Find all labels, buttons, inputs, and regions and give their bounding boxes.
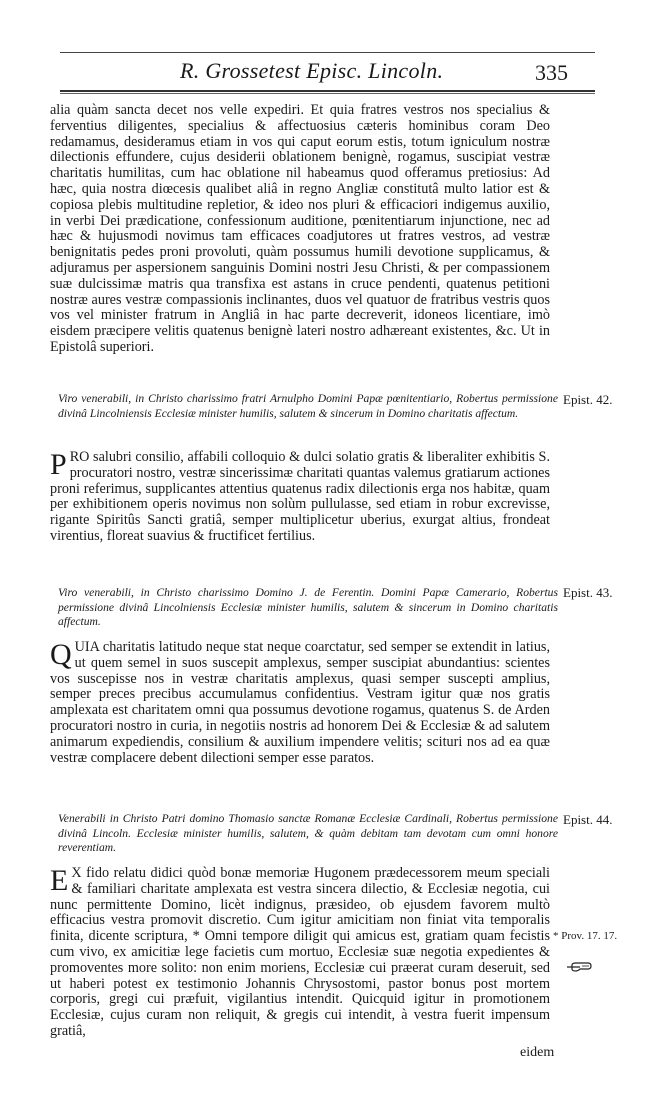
header-rule-thin [60, 93, 595, 94]
letter-body-text: X fido relatu didici quòd bonæ memoriæ Hugonem prædecessorem meum speciali & familiari charitate amplexata est vestra sincera dilectio, & Ecclesiæ negotia, cui nunc permittente Domino, licèt indignus, præsideo, ob ejusdem favorem multò efficacius vestra promovit discretio. Cum igitur amicitiam non finiat vita temporalis finita, dicente scriptura, * Omni tempore diligit qui amicus est, gratiam quam fecistis cum vivo, ex amicitiæ lege facietis cum mortuo, Ecclesiæ suæ negotia expedientes & promoventes more solito: non enim moriens, Ecclesiæ cui præerat curam deseruit, sed ut haberi potest ex testimonio Johannis Chrysostomi, pastor bonus post mortem corporis, gregi cui præfuit, vigilantius intendit. Quicquid igitur in promotionem Ecclesiæ, cujus curam non reliquit, & gregis cui intendit, à vestra fuerit impensum gratiâ, [50, 865, 550, 1039]
letter-address: Venerabili in Christo Patri domino Thomasio sanctæ Romanæ Ecclesiæ Cardinali, Robertus permissione divinâ Lincoln. Ecclesiæ minister humilis, salutem, & quàm debitam tam devotam cum omni honore reverentiam. [58, 812, 558, 854]
continuation-paragraph: alia quàm sancta decet nos velle expediri. Et quia fratres vestros nos specialius & ferventius diligentes, specialius & affectuosius cæteris hominibus coram Deo redamamus, desideramus etiam in vos qui caput eorum estis, totum igniculum nostræ dilectionis effundere, cujus desiderii oblationem benignè, rogamus, suscipiat vestræ charitatis humilitas, cum hac oblatione nil habeamus quod offeramus pretiosius: Ad hæc, quia nostra diœcesis qualibet aliâ in regno Angliæ constitutâ multo latior est & copiosa plebis multitudine repletior, & ideo nos pluri & efficaciori indigemus auxilio, in verbi Dei prædicatione, confessionum auditione, pœnitentiarum injunctione, nec ad hæc & hujusmodi novimus tam efficaces coadjutores ut fratres vestros, ad vestræ benignitatis pedes proni provoluti, quàm possumus humili devotione supplicamus, & adjuramus per aspersionem sanguinis Domini nostri Jesu Christi, & per compassionem suæ dulcissimæ matris qua transfixa est astans in cruce pendenti, quatenus petitioni nostræ aures vestræ compassionis inclinantes, duos vel quatuor de fratribus vestris quos vos vel minister fratrum in Angliâ in hac parte decreverit, idoneos licentiare, imò eisdem præcipere velitis quatenus benignè lateri nostro adhæreant existentes, &c. Ut in Epistolâ superiori. [50, 102, 550, 355]
epistle-number: Epist. 42. [563, 392, 613, 407]
pointing-hand-icon [566, 960, 592, 974]
epistle-number: Epist. 44. [563, 812, 613, 827]
top-rule [60, 52, 595, 53]
marginal-reference: * Prov. 17. 17. [553, 930, 618, 942]
running-title: R. Grossetest Episc. Lincoln. [180, 58, 444, 83]
letter-address: Viro venerabili, in Christo charissimo fratri Arnulpho Domini Papæ pœnitentiario, Robertus permissione divinâ Lincolniensis Ecclesiæ minister humilis, salutem & sincerum in Domino charitatis affectum. [58, 392, 558, 420]
drop-cap: E [50, 864, 69, 897]
letter-body-text: RO salubri consilio, affabili colloquio & dulci solatio gratis & liberaliter exhibitis S. procuratori nostro, vestræ sincerissimæ charitati quantas valemus gratiarum actiones proni referimus, supplicantes attentius quatenus radix dilectionis erga nos habitæ, quam per exhibitionem operis novimus non solùm pullulasse, sed etiam in robur excrevisse, rigante Spiritûs Sancti gratiâ, semper multiplicetur uberius, exurgat altius, frondeat virentius, floreat suavius & fructificet fertilius. [50, 449, 550, 544]
letter-body [50, 640, 550, 766]
drop-cap: Q [50, 638, 72, 671]
letter-body-text: UIA charitatis latitudo neque stat neque coarctatur, sed semper se extendit in latius, ut quem semel in suos suscepit amplexus, semper suscipiat abundantius: scientes vos suscepisse nos in vestræ charitatis amplexus, quasi semper suscepti amplius, semper preces precibus accumulamus confidentius. Vestram igitur quæ nos gratis amplexata est charitatem omni qua possumus devotione rogamus, quatenus S. de Arden procuratori nostro in curia, in negotiis nostris ad honorem Dei & Ecclesiæ & ad salutem animarum expediendis, consilium & auxilium impendere velitis; scituri nos ad ea quæ vestræ complacere debent dilectioni semper esse paratos. [50, 639, 550, 766]
letter-body [50, 450, 550, 545]
drop-cap: P [50, 448, 67, 481]
letter-body [50, 866, 550, 1040]
catchword: eidem [520, 1045, 555, 1060]
letter-address: Viro venerabili, in Christo charissimo Domino J. de Ferentin. Domini Papæ Camerario, Robertus permissione divinâ Lincolniensis Ecclesiæ minister humilis, salutem & sincerum in Domino charitatis affectum. [58, 586, 558, 628]
header-rule [60, 90, 595, 92]
page-number: 335 [535, 60, 568, 85]
epistle-number: Epist. 43. [563, 585, 613, 600]
